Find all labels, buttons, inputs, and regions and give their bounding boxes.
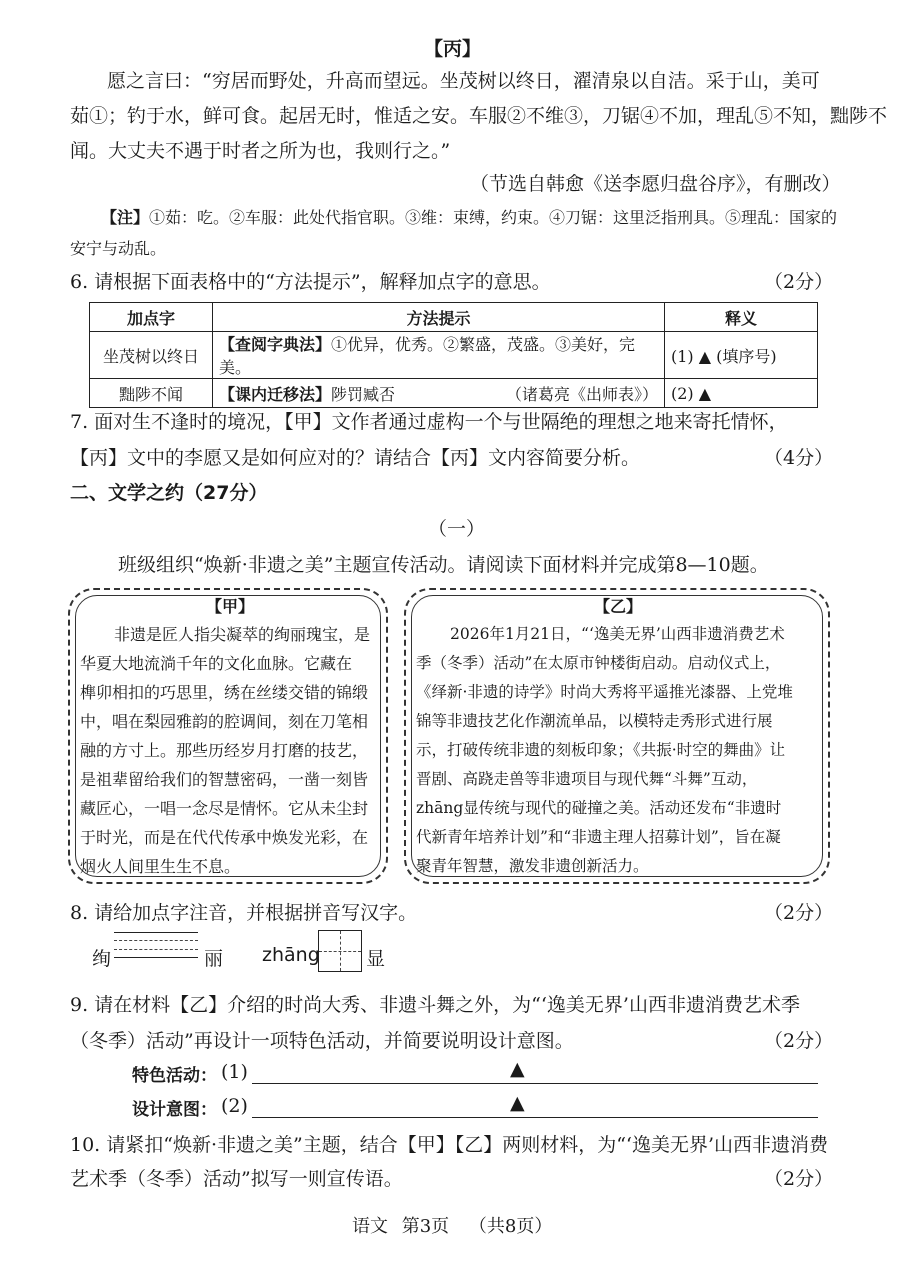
box-yi-line: 《绎新·非遗的诗学》时尚大秀将平遥推光漆器、上党堆 — [416, 683, 793, 701]
passage-bing-line-1: 愿之言曰：“穷居而野处，升高而望远。坐茂树以终日，濯清泉以自洁。采于山，美可 — [107, 70, 820, 92]
passage-bing-line-3: 闻。大丈夫不遇于时者之所为也，我则行之。” — [70, 140, 451, 162]
box-yi-line: 晋剧、高跷走兽等非遗项目与现代舞“斗舞”互动， — [416, 770, 758, 788]
q6-stem: 6. 请根据下面表格中的“方法提示”，解释加点字的意思。 — [70, 271, 551, 293]
footer-total: （共8页） — [468, 1216, 553, 1237]
q8-score: （2分） — [764, 902, 834, 924]
method-text: 陟罚臧否 — [331, 384, 396, 404]
q7-line-2: 【丙】文中的李愿又是如何应对的？请结合【丙】文内容简要分析。 — [70, 447, 641, 469]
section-part: （一） — [428, 518, 486, 540]
q9-num-2: (2) — [221, 1095, 248, 1117]
q8-pinyin-blank[interactable] — [114, 930, 198, 960]
q7-line-1: 7. 面对生不逢时的境况，【甲】文作者通过虚构一个与世隔绝的理想之地来寄托情怀， — [70, 411, 788, 433]
box-yi-line: 聚青年智慧，激发非遗创新活力。 — [416, 857, 649, 875]
box-yi-line: 2026年1月21日，“‘逸美无界’山西非遗消费艺术 — [450, 625, 785, 643]
q6-header-meaning: 释义 — [665, 303, 818, 332]
q9-line-1: 9. 请在材料【乙】介绍的时尚大秀、非遗斗舞之外，为“‘逸美无界’山西非遗消费艺术季 — [70, 994, 800, 1016]
passage-bing-note — [101, 205, 837, 228]
box-jia-line: 中，唱在梨园雅韵的腔调间，刻在刀笔相 — [80, 712, 369, 731]
q9-label-intent: 设计意图： — [132, 1100, 217, 1120]
method-ref: （诸葛亮《出师表》） — [505, 384, 658, 404]
footer-subject: 语文 — [352, 1216, 388, 1237]
q8-pinyin: zhāng — [262, 944, 320, 966]
method-label: 【查阅字典法】 — [219, 335, 332, 354]
box-yi-line: zhāng显传统与现代的碰撞之美。活动还发布“非遗时 — [416, 799, 782, 817]
passage-bing-source: （节选自韩愈《送李愿归盘谷序》，有删改） — [470, 173, 841, 195]
box-yi-line: 代新青年培养计划”和“非遗主理人招募计划”，旨在凝 — [416, 828, 781, 846]
box-yi-line: 锦等非遗技艺化作潮流单品，以模特走秀形式进行展 — [416, 712, 773, 730]
note-label: 【注】 — [101, 208, 150, 227]
box-yi-title: 【乙】 — [594, 597, 643, 616]
answer-marker-icon: ▲ — [510, 1092, 525, 1114]
q6-row1-method — [213, 332, 665, 379]
q6-score: （2分） — [764, 271, 834, 293]
box-yi-line: 季（冬季）活动”在太原市钟楼街启动。启动仪式上， — [416, 654, 781, 672]
q8-stem: 8. 请给加点字注音，并根据拼音写汉字。 — [70, 902, 418, 924]
q8-char-2: 丽 — [204, 948, 224, 970]
q10-line-1: 10. 请紧扣“焕新·非遗之美”主题，结合【甲】【乙】两则材料，为“‘逸美无界’山西非遗消费 — [70, 1134, 829, 1156]
q8-char-1: 绚 — [92, 948, 112, 970]
note-text: ①茹：吃。②车服：此处代指官职。③维：束缚，约束。④刀锯：这里泛指刑具。⑤理乱：国家的 — [149, 208, 838, 227]
method-label: 【课内迁移法】 — [219, 384, 332, 404]
q9-answer-line-1[interactable] — [252, 1083, 818, 1084]
q10-score: （2分） — [764, 1168, 834, 1190]
box-jia-line: 藏匠心，一唱一念尽是情怀。它从未尘封 — [80, 799, 369, 818]
box-jia-line: 烟火人间里生生不息。 — [80, 857, 241, 876]
box-jia-line: 融的方寸上。那些历经岁月打磨的技艺， — [80, 741, 369, 760]
q6-row2-method — [213, 379, 665, 408]
q6-header-word: 加点字 — [90, 303, 213, 332]
q7-score: （4分） — [764, 447, 834, 469]
q8-char-box[interactable] — [318, 930, 362, 972]
table-row — [90, 332, 818, 379]
box-jia-line: 非遗是匠人指尖凝萃的绚丽瑰宝，是 — [114, 625, 371, 644]
method-text: ①优异，优秀。②繁盛，茂盛。③美好，完美。 — [219, 335, 636, 377]
box-jia-line: 是祖辈留给我们的智慧密码，一凿一刻皆 — [80, 770, 369, 789]
q9-answer-line-2[interactable] — [252, 1117, 818, 1118]
box-jia-line: 华夏大地流淌千年的文化血脉。它藏在 — [80, 654, 353, 673]
passage-bing-heading: 【丙】 — [424, 38, 482, 60]
box-yi-line: 示，打破传统非遗的刻板印象；《共振·时空的舞曲》让 — [416, 741, 786, 759]
page-footer — [352, 1212, 552, 1238]
q6-table — [89, 302, 818, 408]
section-title: 二、文学之约（27分） — [70, 482, 268, 504]
section-intro: 班级组织“焕新·非遗之美”主题宣传活动。请阅读下面材料并完成第8—10题。 — [118, 554, 769, 576]
box-jia-line: 于时光，而是在代代传承中焕发光彩，在 — [80, 828, 369, 847]
q6-row1-word: 坐茂树以终日 — [90, 332, 213, 379]
footer-page: 第3页 — [401, 1216, 450, 1237]
q8-char-3: 显 — [366, 948, 386, 970]
q6-header-method: 方法提示 — [213, 303, 665, 332]
q6-row2-word: 黜陟不闻 — [90, 379, 213, 408]
passage-bing-note-cont: 安宁与动乱。 — [70, 239, 167, 258]
answer-marker-icon: ▲ — [510, 1058, 525, 1080]
q10-line-2: 艺术季（冬季）活动”拟写一则宣传语。 — [70, 1168, 403, 1190]
box-jia-line: 榫卯相扣的巧思里，绣在丝缕交错的锦缎 — [80, 683, 369, 702]
table-row — [90, 379, 818, 408]
box-jia-title: 【甲】 — [206, 597, 255, 616]
q6-row1-answer[interactable]: (1) ▲ (填序号) — [665, 332, 818, 379]
q9-line-2: （冬季）活动”再设计一项特色活动，并简要说明设计意图。 — [70, 1030, 574, 1052]
passage-bing-line-2: 茹①；钓于水，鲜可食。起居无时，惟适之安。车服②不维③，刀锯④不加，理乱⑤不知，黜陟不 — [70, 105, 888, 127]
q9-num-1: (1) — [221, 1061, 248, 1083]
q9-label-activity: 特色活动： — [132, 1066, 217, 1086]
q9-score: （2分） — [764, 1030, 834, 1052]
q6-row2-answer[interactable]: (2) ▲ — [665, 379, 818, 408]
